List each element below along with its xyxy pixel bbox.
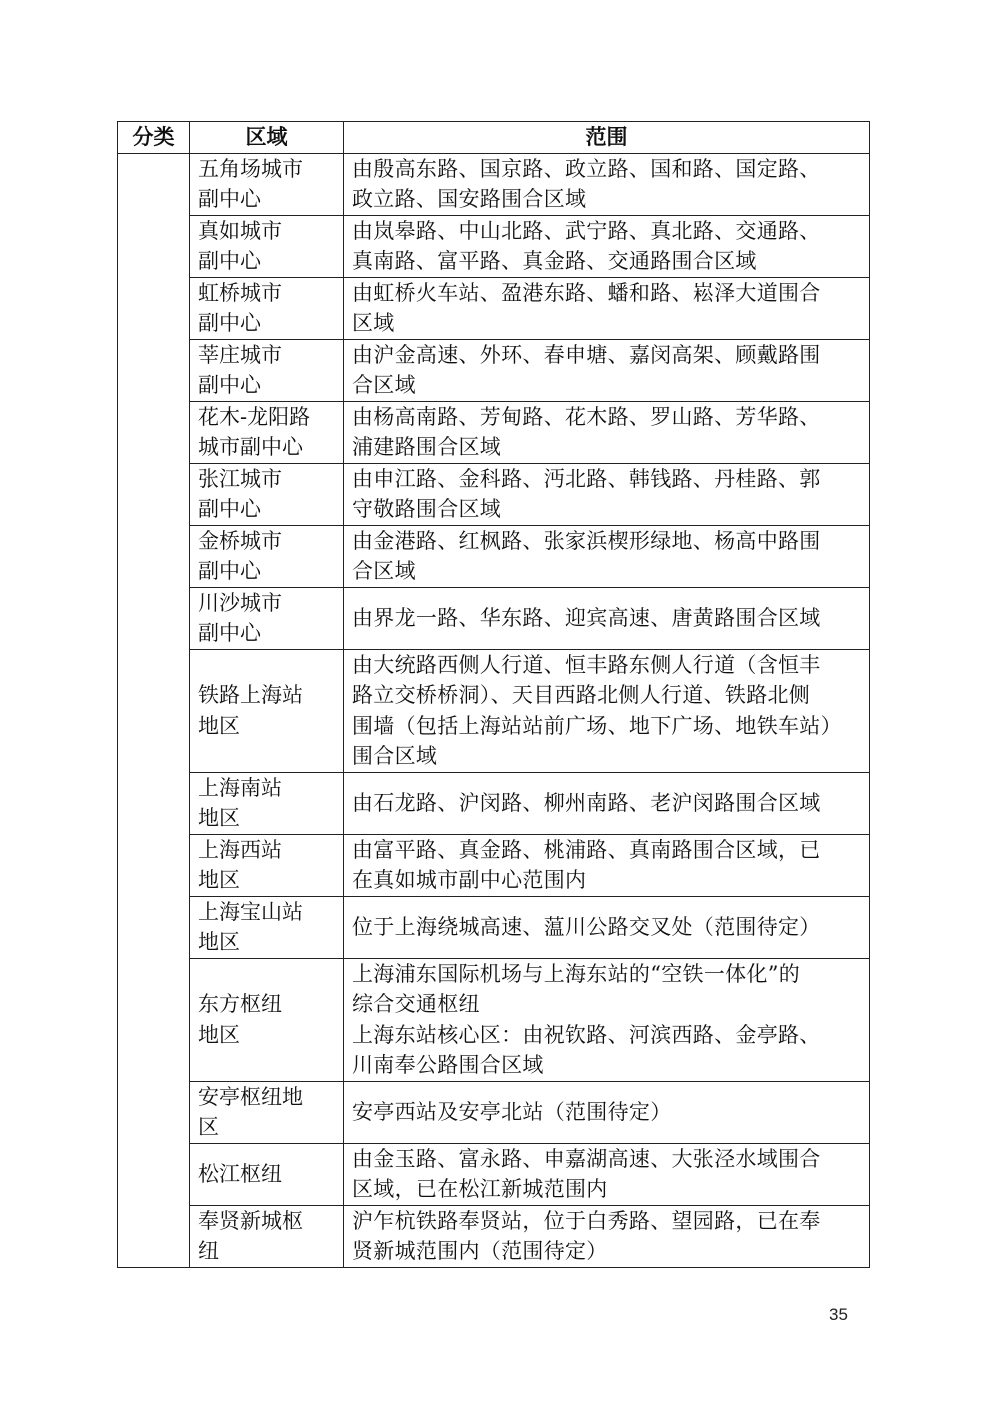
zone-cell [190,587,344,649]
range-line: 区域 [352,311,395,335]
range-cell [344,587,870,649]
zone-line: 副中心 [198,621,261,645]
range-cell [344,1205,870,1267]
table-row [118,896,870,958]
zone-cell [190,834,344,896]
table-row [118,339,870,401]
table-header-row [118,122,870,154]
range-line: 由金玉路、富永路、申嘉湖高速、大张泾水域围合 [352,1146,821,1171]
zone-line: 城市副中心 [198,435,303,459]
table-row [118,1205,870,1267]
range-line: 由申江路、金科路、沔北路、韩钱路、丹桂路、郭 [352,466,821,491]
range-line: 安亭西站及安亭北站（范围待定） [352,1099,672,1124]
zone-table [117,121,870,1268]
table-row [118,215,870,277]
zone-cell [190,339,344,401]
range-line: 上海浦东国际机场与上海东站的“空铁一体化”的 [352,961,801,986]
range-line: 区域，已在松江新城范围内 [352,1177,608,1201]
zone-line: 副中心 [198,559,261,583]
zone-line: 真如城市 [198,218,282,243]
header-category: 分类 [118,122,190,154]
table-row [118,772,870,834]
range-cell [344,1143,870,1205]
zone-line: 张江城市 [198,466,282,491]
zone-line: 五角场城市 [198,156,303,181]
zone-line: 安亭枢纽地 [198,1084,303,1109]
range-line: 围合区域 [352,744,438,768]
range-line: 由杨高南路、芳甸路、花木路、罗山路、芳华路、 [352,404,821,429]
zone-line: 地区 [198,930,240,954]
zone-line: 副中心 [198,311,261,335]
zone-line: 花木-龙阳路 [198,404,311,429]
zone-cell [190,153,344,215]
zone-cell [190,525,344,587]
range-cell [344,525,870,587]
table-row [118,1081,870,1143]
zone-line: 地区 [198,713,240,738]
range-cell [344,958,870,1081]
zone-line: 虹桥城市 [198,280,282,305]
range-line: 由金港路、红枫路、张家浜楔形绿地、杨高中路围 [352,528,821,553]
zone-cell [190,772,344,834]
category-cell [118,153,190,1267]
table-row [118,463,870,525]
zone-cell [190,277,344,339]
zone-cell [190,1081,344,1143]
range-cell [344,649,870,772]
zone-line: 东方枢纽 [198,992,282,1016]
range-line: 浦建路围合区域 [352,435,502,459]
range-line: 位于上海绕城高速、蕰川公路交叉处（范围待定） [352,914,821,939]
range-line: 在真如城市副中心范围内 [352,868,587,892]
zone-line: 区 [198,1115,219,1139]
range-line: 路立交桥桥洞）、天目西路北侧人行道、铁路北侧 [352,683,811,707]
range-cell [344,153,870,215]
range-line: 合区域 [352,559,416,583]
zone-cell [190,958,344,1081]
table-row [118,649,870,772]
zone-cell [190,463,344,525]
range-cell [344,339,870,401]
table-row [118,153,870,215]
zone-line: 莘庄城市 [198,342,282,367]
table-row [118,1143,870,1205]
range-line: 政立路、国安路围合区域 [352,187,587,211]
zone-line: 地区 [198,868,240,892]
range-line: 贤新城范围内（范围待定） [352,1239,608,1263]
range-cell [344,463,870,525]
zone-line: 上海西站 [198,837,282,862]
range-cell [344,215,870,277]
range-cell [344,834,870,896]
table-row [118,834,870,896]
header-range: 范围 [344,122,870,154]
zone-line: 副中心 [198,249,261,273]
zone-line: 上海宝山站 [198,899,303,924]
range-line: 沪乍杭铁路奉贤站，位于白秀路、望园路，已在奉 [352,1208,821,1233]
zone-line: 副中心 [198,187,261,211]
range-cell [344,277,870,339]
range-line: 川南奉公路围合区域 [352,1053,544,1077]
zone-cell [190,1143,344,1205]
zone-cell [190,649,344,772]
table-row [118,587,870,649]
zone-cell [190,1205,344,1267]
range-cell [344,1081,870,1143]
range-line: 真南路、富平路、真金路、交通路围合区域 [352,249,757,273]
zone-cell [190,215,344,277]
range-line: 围墙（包括上海站站前广场、地下广场、地铁车站） [352,713,842,738]
range-line: 由界龙一路、华东路、迎宾高速、唐黄路围合区域 [352,605,821,630]
zone-cell [190,896,344,958]
range-line: 合区域 [352,373,416,397]
zone-line: 副中心 [198,497,261,521]
range-line: 综合交通枢纽 [352,992,480,1016]
range-line: 守敬路围合区域 [352,497,502,521]
range-cell [344,896,870,958]
table-row [118,525,870,587]
range-line: 由富平路、真金路、桃浦路、真南路围合区域，已 [352,837,821,862]
range-line: 由石龙路、沪闵路、柳州南路、老沪闵路围合区域 [352,790,821,815]
zone-line: 金桥城市 [198,528,282,553]
range-cell [344,772,870,834]
zone-line: 奉贤新城枢 [198,1208,303,1233]
range-line: 由大统路西侧人行道、恒丰路东侧人行道（含恒丰 [352,652,821,677]
range-line: 上海东站核心区：由祝钦路、河滨西路、金亭路、 [352,1022,821,1047]
page-number: 35 [829,1305,848,1324]
zone-line: 铁路上海站 [198,683,303,707]
range-line: 由虹桥火车站、盈港东路、蟠和路、崧泽大道围合 [352,280,821,305]
table-row [118,277,870,339]
table-row [118,958,870,1081]
zone-line: 纽 [198,1239,219,1263]
zone-line: 松江枢纽 [198,1161,282,1186]
zone-line: 地区 [198,806,240,830]
range-cell [344,401,870,463]
table-body [118,153,870,1267]
range-line: 由沪金高速、外环、春申塘、嘉闵高架、顾戴路围 [352,342,821,367]
range-line: 由岚皋路、中山北路、武宁路、真北路、交通路、 [352,218,821,243]
zone-line: 副中心 [198,373,261,397]
zone-line: 上海南站 [198,775,282,800]
table-row [118,401,870,463]
range-line: 由殷高东路、国京路、政立路、国和路、国定路、 [352,156,821,181]
zone-line: 川沙城市 [198,590,282,615]
header-zone: 区域 [190,122,344,154]
zone-cell [190,401,344,463]
zone-line: 地区 [198,1022,240,1047]
